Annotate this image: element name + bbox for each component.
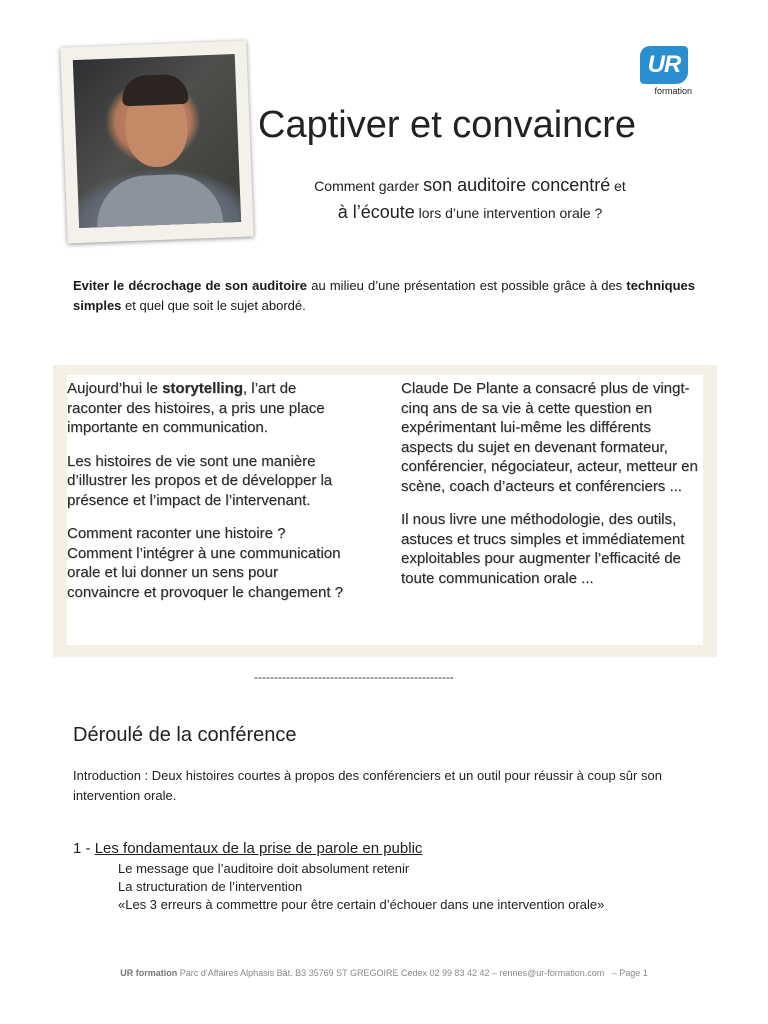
intro-bold: techniques simples bbox=[73, 278, 695, 313]
left-paragraph-2: Les histoires de vie sont une manière d’illustrer les propos et de développer la présence et l’impact de l’intervenant. bbox=[67, 452, 333, 509]
storytelling-right-column bbox=[401, 379, 701, 602]
subtitle-text: Comment garder bbox=[314, 178, 424, 194]
logo-subtext: formation bbox=[654, 86, 692, 96]
logo-mark: UR bbox=[640, 46, 688, 84]
left-paragraph-1 bbox=[67, 379, 353, 438]
footer-page-number: – Page 1 bbox=[611, 968, 648, 978]
footer-address: Parc d’Affaires Alphasis Bât. B3 35769 ST GREGOIRE Cedex 02 99 83 42 42 – rennes@ur-formation.com bbox=[177, 968, 605, 978]
subtitle-text: et bbox=[610, 178, 626, 194]
right-paragraph-2: Il nous livre une méthodologie, des outils, astuces et trucs simples et immédiatement exploitables pour augmenter l’efficacité de toute communication orale ... bbox=[401, 511, 685, 587]
left-p1-text-post: , l’art de raconter des histoires, a pris une place importante en communication. bbox=[67, 380, 325, 436]
dashed-divider: -------------------------------------------------- bbox=[254, 670, 454, 684]
subtitle-line-2 bbox=[260, 199, 680, 226]
speaker-photo bbox=[73, 54, 241, 228]
subtitle-emphasis: son auditoire concentré bbox=[423, 175, 611, 195]
storytelling-inner bbox=[67, 375, 703, 645]
intro-bold: Eviter le décrochage de son auditoire bbox=[73, 278, 308, 293]
page-footer bbox=[0, 968, 768, 978]
page-subtitle bbox=[260, 172, 680, 226]
photo-hair bbox=[121, 74, 188, 107]
page-title: Captiver et convaincre bbox=[258, 104, 637, 146]
storytelling-box bbox=[53, 365, 717, 657]
part-1-title: Les fondamentaux de la prise de parole en public bbox=[94, 840, 423, 857]
speaker-photo-frame bbox=[60, 41, 253, 244]
intro-paragraph bbox=[73, 276, 695, 316]
ur-formation-logo bbox=[636, 46, 692, 100]
photo-shirt bbox=[95, 173, 223, 228]
part-1-heading bbox=[73, 840, 422, 857]
program-introduction: Introduction : Deux histoires courtes à propos des conférenciers et un outil pour réussir à coup sûr son intervention orale. bbox=[73, 768, 662, 803]
list-item: La structuration de l’intervention bbox=[118, 879, 303, 894]
subtitle-line-1 bbox=[260, 172, 680, 199]
left-p1-bold: storytelling bbox=[162, 380, 243, 397]
part-1-number: 1 - bbox=[73, 840, 95, 857]
list-item: Le message que l’auditoire doit absolument retenir bbox=[118, 861, 410, 876]
subtitle-emphasis: à l’écoute bbox=[337, 202, 415, 222]
list-item: «Les 3 erreurs à commettre pour être certain d’échouer dans une intervention orale» bbox=[118, 897, 605, 912]
intro-text: et quel que soit le sujet abordé. bbox=[121, 298, 306, 313]
program-title: Déroulé de la conférence bbox=[73, 724, 297, 746]
footer-org: UR formation bbox=[120, 968, 178, 978]
left-p1-text: Aujourd’hui le bbox=[67, 380, 163, 397]
right-paragraph-1: Claude De Plante a consacré plus de vingt-cinq ans de sa vie à cette question en expérimentant lui-même les différents aspects du sujet en devenant formateur, conférencier, négociateur, acteur, metteur en scène, coach d’acteurs et conférenciers ... bbox=[401, 380, 698, 495]
part-1-items bbox=[118, 860, 604, 914]
subtitle-text: lors d’une intervention orale ? bbox=[414, 205, 603, 221]
left-paragraph-3: Comment raconter une histoire ? Comment l’intégrer à une communication orale et lui donner un sens pour convaincre et provoquer le changement ? bbox=[67, 525, 344, 601]
storytelling-left-column bbox=[67, 379, 353, 616]
intro-text: au milieu d’une présentation est possible grâce à des bbox=[307, 278, 627, 293]
